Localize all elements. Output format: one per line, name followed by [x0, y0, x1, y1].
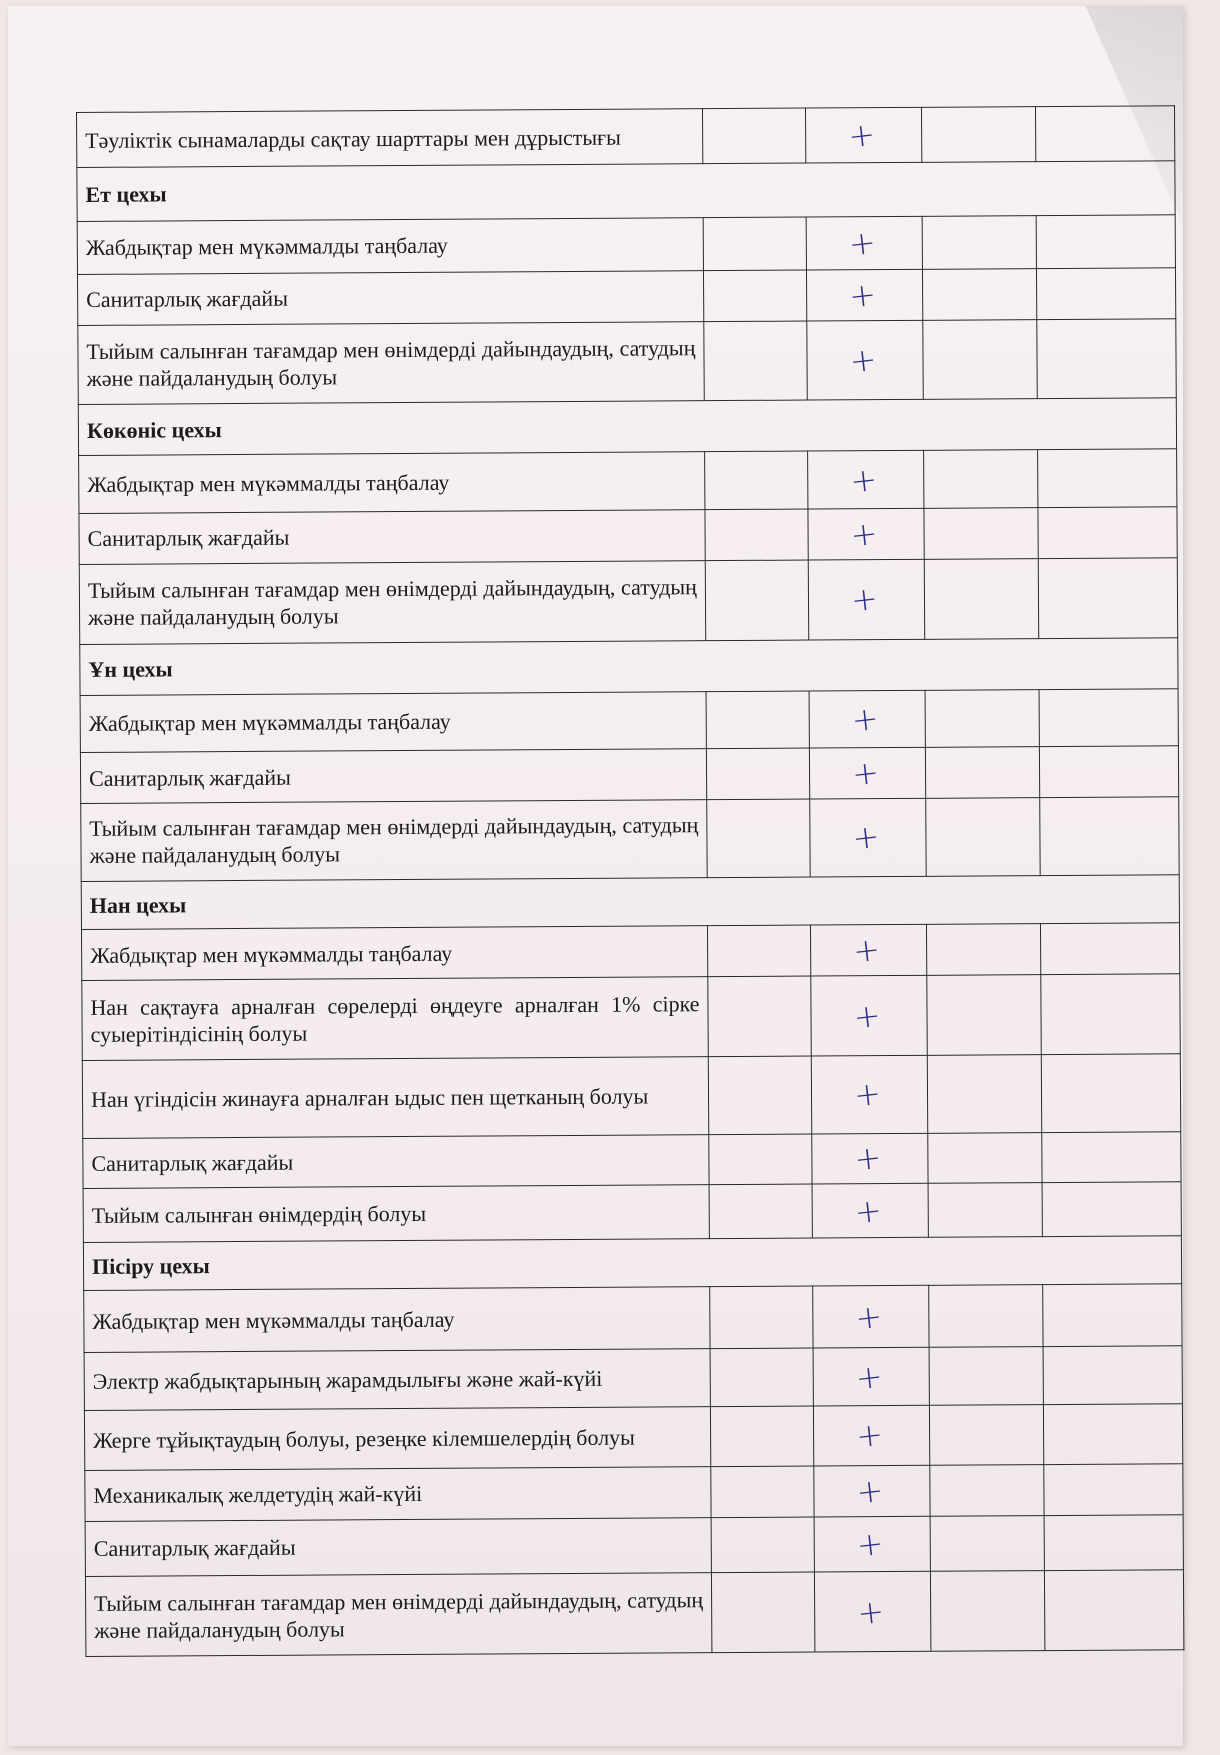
handwritten-plus-mark: + [851, 995, 883, 1037]
mark-cell-col-2 [811, 1055, 927, 1133]
mark-cell-col-2 [808, 451, 924, 509]
criterion-text: Санитарлық жағдайы [79, 510, 705, 565]
mark-cell-col-2 [808, 559, 924, 639]
mark-cell-col-2 [812, 1133, 928, 1185]
criterion-text: Санитарлық жағдайы [85, 1517, 711, 1576]
mark-cell-col-4 [1042, 1131, 1181, 1183]
table-row [84, 1404, 1182, 1471]
section-title: Ет цехы [77, 161, 1175, 221]
mark-cell-col-3 [926, 798, 1040, 876]
table-row [81, 923, 1179, 981]
criterion-text: Нан үгіндісін жинауға арналған ыдыс пен щетканың болуы [82, 1057, 708, 1138]
mark-cell-col-4 [1040, 797, 1179, 875]
mark-cell-col-1 [705, 509, 808, 561]
mark-cell-col-1 [711, 1572, 814, 1653]
table-row [77, 214, 1175, 274]
mark-cell-col-1 [711, 1517, 814, 1573]
mark-cell-col-1 [710, 1286, 813, 1349]
section-title: Көкөніс цехы [78, 398, 1176, 456]
handwritten-plus-mark: + [854, 1415, 885, 1456]
handwritten-plus-mark: + [854, 1470, 886, 1512]
criterion-text: Тыйым салынған тағамдар мен өнімдерді дайындаудың, сатудың және пайдаланудың болуы [85, 1573, 711, 1657]
mark-cell-col-4 [1041, 974, 1180, 1055]
table-row [78, 318, 1176, 404]
mark-cell-col-3 [930, 1515, 1044, 1571]
mark-cell-col-3 [929, 1347, 1043, 1405]
section-title: Нан цехы [81, 874, 1179, 929]
mark-cell-col-3 [924, 450, 1038, 508]
table-row [85, 1463, 1183, 1521]
table-row [82, 974, 1180, 1060]
mark-cell-col-2 [807, 320, 923, 400]
mark-cell-col-3 [922, 268, 1036, 320]
mark-cell-col-1 [707, 925, 810, 977]
mark-cell-col-2 [808, 508, 924, 560]
mark-cell-col-3 [928, 1132, 1042, 1184]
mark-cell-col-3 [929, 1405, 1043, 1465]
handwritten-plus-mark: + [853, 1356, 885, 1398]
handwritten-plus-mark: + [846, 115, 877, 156]
criterion-text: Жабдықтар мен мүкәммалды таңбалау [81, 926, 707, 981]
mark-cell-col-4 [1043, 1284, 1182, 1347]
mark-cell-col-2 [805, 107, 921, 163]
mark-cell-col-2 [812, 1184, 928, 1238]
criterion-text: Нан сақтауға арналған сөрелерді өңдеуге арналған 1% сірке суыерітіндісінің болуы [82, 977, 708, 1061]
mark-cell-col-4 [1035, 106, 1174, 162]
mark-cell-col-1 [704, 321, 807, 401]
mark-cell-col-1 [706, 748, 809, 800]
table-row [79, 507, 1177, 565]
mark-cell-col-2 [813, 1348, 929, 1406]
mark-cell-col-2 [814, 1516, 930, 1572]
mark-cell-col-4 [1037, 318, 1176, 399]
mark-cell-col-3 [923, 319, 1037, 399]
mark-cell-col-2 [809, 690, 925, 748]
mark-cell-col-4 [1044, 1570, 1183, 1651]
mark-cell-col-3 [924, 508, 1038, 560]
checklist-body [77, 106, 1184, 1657]
mark-cell-col-1 [710, 1348, 813, 1406]
handwritten-plus-mark: + [850, 817, 882, 858]
mark-cell-col-1 [710, 1406, 813, 1466]
mark-cell-col-2 [813, 1405, 929, 1466]
criterion-text: Тыйым салынған тағамдар мен өнімдерді дайындаудың, сатудың және пайдаланудың болуы [78, 321, 704, 405]
section-row [81, 874, 1179, 929]
table-row [83, 1131, 1181, 1189]
mark-cell-col-2 [811, 976, 927, 1056]
criterion-text: Тәуліктік сынамаларды сақтау шарттары мен дұрыстығы [77, 109, 703, 168]
mark-cell-col-3 [925, 747, 1039, 799]
mark-cell-col-1 [709, 1184, 812, 1238]
handwritten-plus-mark: + [847, 339, 879, 381]
mark-cell-col-1 [708, 976, 811, 1056]
criterion-text: Санитарлық жағдайы [77, 270, 703, 325]
criterion-text: Тыйым салынған тағамдар мен өнімдерді дайындаудың, сатудың және пайдаланудың болуы [81, 800, 707, 881]
mark-cell-col-4 [1038, 449, 1177, 507]
mark-cell-col-1 [705, 451, 808, 509]
mark-cell-col-3 [922, 215, 1036, 269]
mark-cell-col-4 [1040, 923, 1179, 975]
handwritten-plus-mark: + [852, 1190, 884, 1232]
mark-cell-col-1 [709, 1134, 812, 1186]
mark-cell-col-2 [810, 925, 926, 977]
criterion-text: Санитарлық жағдайы [80, 749, 706, 804]
criterion-text: Жабдықтар мен мүкәммалды таңбалау [80, 691, 706, 752]
mark-cell-col-2 [809, 747, 925, 799]
criterion-text: Санитарлық жағдайы [83, 1134, 709, 1189]
mark-cell-col-3 [927, 1055, 1041, 1133]
mark-cell-col-3 [927, 975, 1041, 1055]
mark-cell-col-2 [814, 1465, 930, 1517]
section-row [77, 161, 1175, 221]
table-row [79, 558, 1177, 644]
mark-cell-col-2 [813, 1286, 929, 1349]
criterion-text: Тыйым салынған өнімдердің болуы [83, 1185, 709, 1242]
table-row [84, 1284, 1182, 1353]
mark-cell-col-3 [925, 689, 1039, 747]
mark-cell-col-3 [929, 1285, 1043, 1348]
mark-cell-col-4 [1038, 558, 1177, 639]
mark-cell-col-4 [1038, 507, 1177, 559]
table-row [84, 1346, 1182, 1410]
handwritten-plus-mark: + [852, 1138, 884, 1180]
handwritten-plus-mark: + [847, 274, 878, 316]
handwritten-plus-mark: + [846, 222, 878, 264]
handwritten-plus-mark: + [851, 930, 882, 971]
criterion-text: Жерге тұйықтаудың болуы, резеңке кілемшелердің болуы [84, 1407, 710, 1471]
section-row [78, 398, 1176, 456]
mark-cell-col-4 [1039, 746, 1178, 798]
mark-cell-col-3 [928, 1183, 1042, 1237]
section-row [83, 1235, 1181, 1290]
criterion-text: Механикалық желдетудің жай-күйі [85, 1466, 711, 1521]
criterion-text: Жабдықтар мен мүкәммалды таңбалау [84, 1287, 710, 1353]
mark-cell-col-4 [1043, 1404, 1182, 1465]
mark-cell-col-2 [814, 1571, 930, 1652]
handwritten-plus-mark: + [854, 1523, 886, 1565]
mark-cell-col-1 [703, 270, 806, 322]
mark-cell-col-4 [1039, 688, 1178, 746]
table-row [80, 688, 1178, 752]
mark-cell-col-3 [921, 107, 1035, 163]
criterion-text: Жабдықтар мен мүкәммалды таңбалау [79, 452, 705, 513]
mark-cell-col-1 [703, 217, 806, 271]
inspection-checklist-table [76, 105, 1184, 1657]
mark-cell-col-3 [930, 1571, 1044, 1652]
mark-cell-col-4 [1036, 267, 1175, 319]
section-title: Ұн цехы [80, 637, 1178, 695]
mark-cell-col-4 [1041, 1054, 1180, 1132]
section-title: Пісіру цехы [83, 1235, 1181, 1290]
handwritten-plus-mark: + [850, 752, 881, 794]
table-row [81, 797, 1179, 881]
handwritten-plus-mark: + [848, 579, 880, 620]
mark-cell-col-1 [708, 1056, 811, 1134]
table-row [85, 1514, 1183, 1576]
mark-cell-col-4 [1042, 1182, 1181, 1236]
criterion-text: Электр жабдықтарының жарамдылығы және жай-күйі [84, 1349, 710, 1410]
mark-cell-col-2 [806, 216, 922, 270]
mark-cell-col-1 [707, 799, 810, 877]
mark-cell-col-1 [706, 691, 809, 749]
table-row [85, 1570, 1183, 1657]
handwritten-plus-mark: + [848, 459, 880, 501]
handwritten-plus-mark: + [848, 513, 880, 555]
criterion-text: Тыйым салынған тағамдар мен өнімдерді дайындаудың, сатудың және пайдаланудың болуы [79, 560, 705, 644]
table-row [79, 449, 1177, 513]
mark-cell-col-1 [702, 108, 805, 164]
mark-cell-col-3 [930, 1464, 1044, 1516]
mark-cell-col-4 [1043, 1346, 1182, 1404]
criterion-text: Жабдықтар мен мүкәммалды таңбалау [77, 217, 703, 274]
mark-cell-col-2 [810, 798, 926, 876]
mark-cell-col-1 [711, 1466, 814, 1518]
table-row [80, 746, 1178, 804]
section-row [80, 637, 1178, 695]
mark-cell-col-1 [705, 560, 808, 640]
mark-cell-col-2 [806, 269, 922, 321]
mark-cell-col-3 [924, 558, 1038, 638]
mark-cell-col-4 [1044, 1514, 1183, 1570]
table-row [82, 1054, 1180, 1138]
mark-cell-col-3 [926, 924, 1040, 976]
handwritten-plus-mark: + [849, 698, 881, 740]
table-row [77, 267, 1175, 325]
handwritten-plus-mark: + [855, 1591, 887, 1633]
mark-cell-col-4 [1036, 214, 1175, 268]
table-row [77, 106, 1175, 168]
handwritten-plus-mark: + [851, 1074, 883, 1115]
mark-cell-col-4 [1044, 1463, 1183, 1515]
handwritten-plus-mark: + [853, 1296, 885, 1338]
table-row [83, 1182, 1181, 1242]
